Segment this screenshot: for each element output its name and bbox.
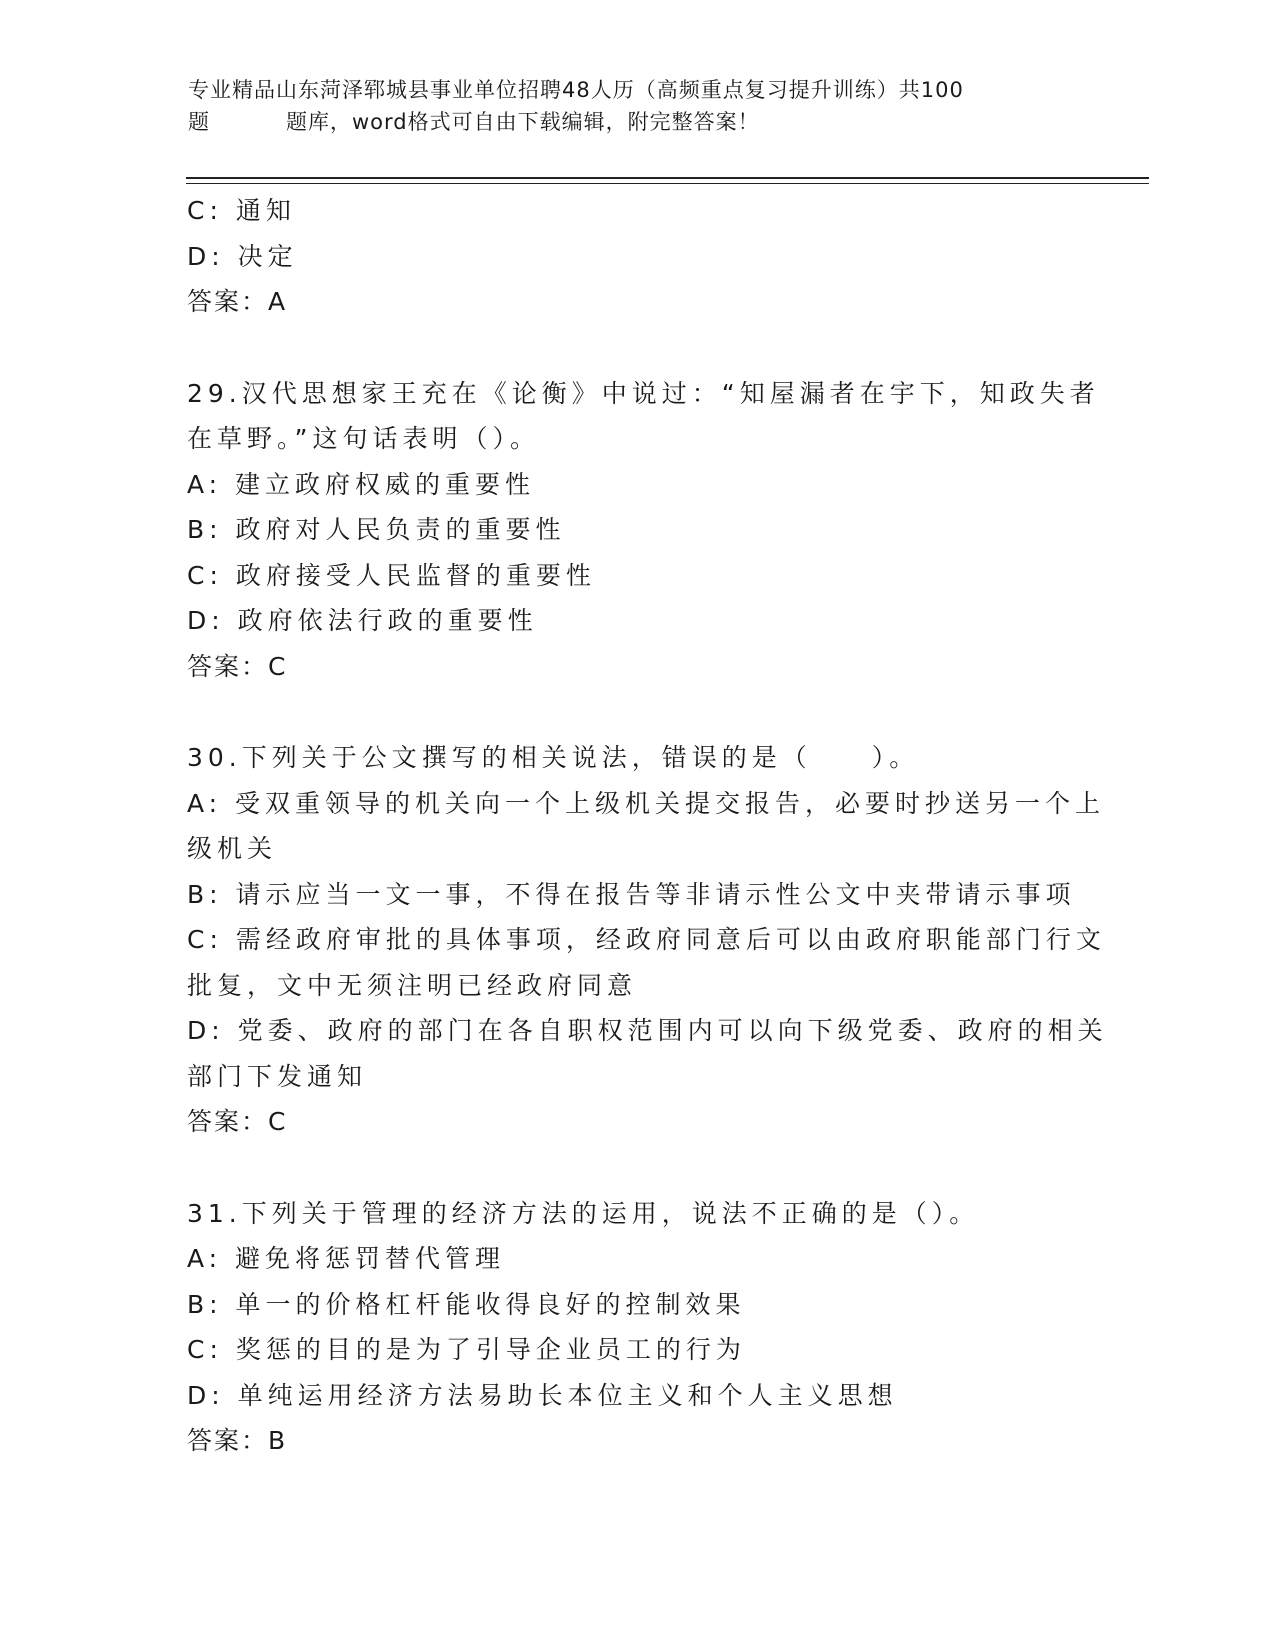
answer-line: 答案：B: [187, 1426, 288, 1455]
option-d: D: 决定: [187, 241, 298, 271]
question-31: [187, 1191, 1087, 1464]
document-header: [188, 74, 1068, 138]
answer-line: 答案：C: [187, 651, 288, 681]
option-c: C: 奖惩的目的是为了引导企业员工的行为: [187, 1335, 746, 1364]
question-29: [187, 371, 1100, 690]
header-line-2-left: 题: [188, 110, 210, 134]
option-c: C: 通知: [187, 196, 296, 225]
option-b: B: 请示应当一文一事，不得在报告等非请示性公文中夹带请示事项: [187, 879, 1076, 909]
question-stem: 30.下列关于公文撰写的相关说法，错误的是（ ）。: [187, 743, 920, 772]
header-line-2-right: 题库，word格式可自由下载编辑，附完整答案！: [286, 110, 760, 134]
option-d: D: 党委、政府的部门在各自职权范围内可以向下级党委、政府的相关: [187, 1016, 1108, 1045]
option-b: B: 单一的价格杠杆能收得良好的控制效果: [187, 1289, 746, 1319]
option-a: A: 避免将惩罚替代管理: [187, 1244, 506, 1273]
question-stem: 29.汉代思想家王充在《论衡》中说过：“知屋漏者在宇下，知政失者: [187, 378, 1100, 408]
option-a: A: 建立政府权威的重要性: [187, 469, 536, 499]
answer-line: 答案：C: [187, 1107, 288, 1136]
header-line-2: [188, 106, 1068, 138]
option-c: C: 需经政府审批的具体事项，经政府同意后可以由政府职能部门行文: [187, 925, 1106, 954]
option-c-cont: 批复，文中无须注明已经政府同意: [187, 970, 638, 1000]
previous-question-tail: [187, 188, 1087, 325]
question-stem-cont: 在草野。”这句话表明（）。: [187, 424, 540, 453]
header-divider-thick: [186, 177, 1149, 179]
document-body: [187, 188, 1108, 1464]
option-a: A: 受双重领导的机关向一个上级机关提交报告，必要时抄送另一个上: [187, 788, 1106, 818]
header-divider-thin: [186, 183, 1149, 184]
option-c: C: 政府接受人民监督的重要性: [187, 560, 596, 590]
option-d: D: 政府依法行政的重要性: [187, 606, 538, 635]
question-30: [187, 735, 1108, 1145]
option-b: B: 政府对人民负责的重要性: [187, 515, 566, 544]
option-d: D: 单纯运用经济方法易助长本位主义和个人主义思想: [187, 1380, 898, 1410]
answer-line: 答案：A: [187, 287, 288, 316]
option-a-cont: 级机关: [187, 834, 278, 863]
question-stem: 31.下列关于管理的经济方法的运用，说法不正确的是（）。: [187, 1198, 980, 1228]
header-line-1: 专业精品山东菏泽郓城县事业单位招聘48人历（高频重点复习提升训练）共100: [188, 78, 964, 102]
option-d-cont: 部门下发通知: [187, 1061, 368, 1091]
